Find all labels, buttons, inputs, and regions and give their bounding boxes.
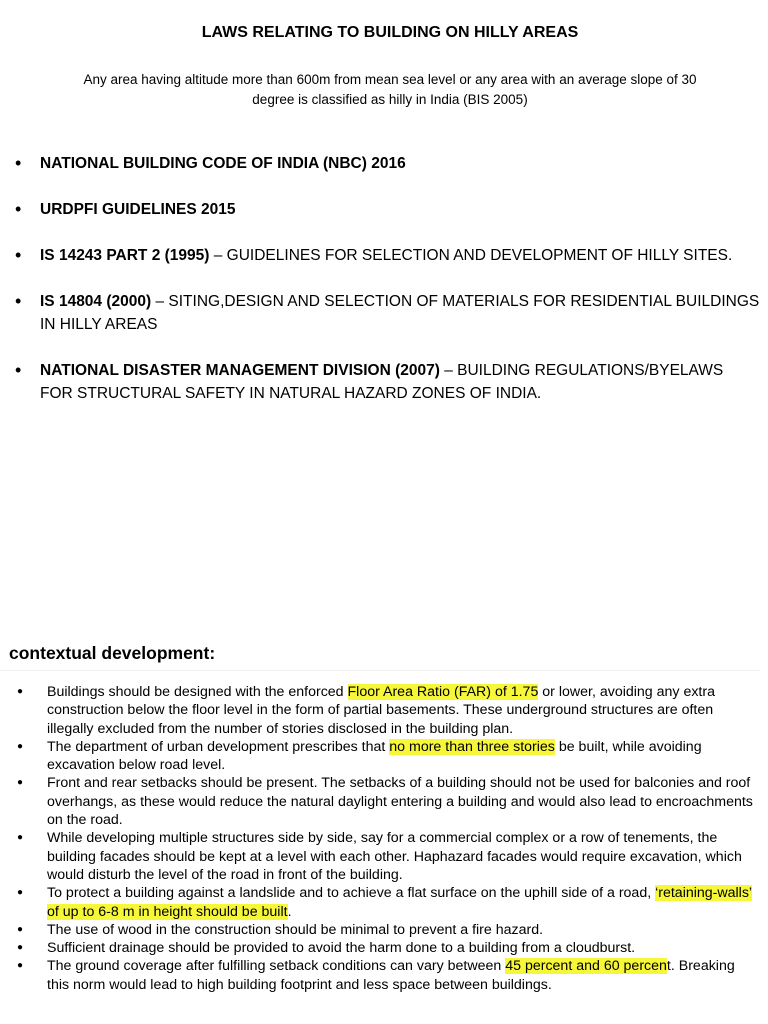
item-text: The department of urban development prescribes that [47,738,390,755]
law-item-nbc [0,152,768,175]
highlighted-text: ‘retaining-walls’ of up to 6-8 m in height should be built [47,885,753,920]
item-text: or lower, avoiding any extra construction below the floor level in the form of partial basements. These underground structures are often illegally excluded from the number of stories disclosed in the building plan. [47,684,715,737]
law-item-is14243 [0,244,768,267]
contextual-item-stories [0,738,768,775]
highlighted-text: 45 percent and 60 percen [505,958,667,975]
item-text: The use of wood in the construction should be minimal to prevent a fire hazard. [47,921,544,938]
contextual-item-far [0,683,768,738]
contextual-item-ground-coverage [0,957,768,994]
item-text: t. Breaking this norm would lead to high building footprint and less space between buildings. [47,958,735,993]
item-text: be built, while avoiding excavation below road level. [47,738,702,774]
law-description: – SITING,DESIGN AND SELECTION OF MATERIALS FOR RESIDENTIAL BUILDINGS IN HILLY AREAS [40,293,760,333]
item-text: To protect a building against a landslide and to achieve a flat surface on the uphill side of a road, [47,885,656,902]
item-text: Buildings should be designed with the enforced [47,684,348,700]
contextual-item-setbacks [0,774,768,829]
item-text: Sufficient drainage should be provided to avoid the harm done to a building from a cloudburst. [47,940,636,957]
law-item-is14804 [0,290,768,336]
highlighted-text: no more than three stories [389,738,555,755]
law-item-ndmd [0,359,768,405]
contextual-item-retaining-walls [0,884,768,921]
page-title: LAWS RELATING TO BUILDING ON HILLY AREAS [201,24,579,41]
item-text: While developing multiple structures side by side, say for a commercial complex or a row of tenements, the building facades should be kept at a level with each other. Haphazard facades would require excavation, which would disturb the level of the road in front of the building. [47,830,742,883]
contextual-item-drainage [0,939,768,957]
highlighted-text: Floor Area Ratio (FAR) of 1.75 [347,684,539,700]
item-text: The ground coverage after fulfilling setback conditions can vary between [47,958,506,975]
law-description: – GUIDELINES FOR SELECTION AND DEVELOPMENT OF HILLY SITES. [209,247,733,264]
contextual-item-wood [0,921,768,939]
law-code: NATIONAL BUILDING CODE OF INDIA (NBC) 2016 [40,155,406,172]
item-text: . [287,903,292,920]
laws-list [0,152,768,405]
law-item-urdpfi [0,198,768,221]
law-code: NATIONAL DISASTER MANAGEMENT DIVISION (2007) [40,362,440,379]
law-code: URDPFI GUIDELINES 2015 [40,201,236,218]
contextual-item-facades [0,829,768,884]
section-divider [0,670,760,671]
law-description: – BUILDING REGULATIONS/BYELAWS FOR STRUCTURAL SAFETY IN NATURAL HAZARD ZONES OF INDIA. [40,362,724,402]
intro-paragraph: Any area having altitude more than 600m from mean sea level or any area with an average slope of 30 degree is classified as hilly in India (BIS 2005) [83,72,697,107]
law-code: IS 14243 PART 2 (1995) [40,247,210,264]
item-text: Front and rear setbacks should be present. The setbacks of a building should not be used for balconies and roof overhangs, as these would reduce the natural daylight entering a building and would also lead to encroachments on the road. [47,775,753,829]
contextual-list [0,683,768,994]
law-code: IS 14804 (2000) [40,293,152,310]
contextual-heading: contextual development: [9,643,216,663]
